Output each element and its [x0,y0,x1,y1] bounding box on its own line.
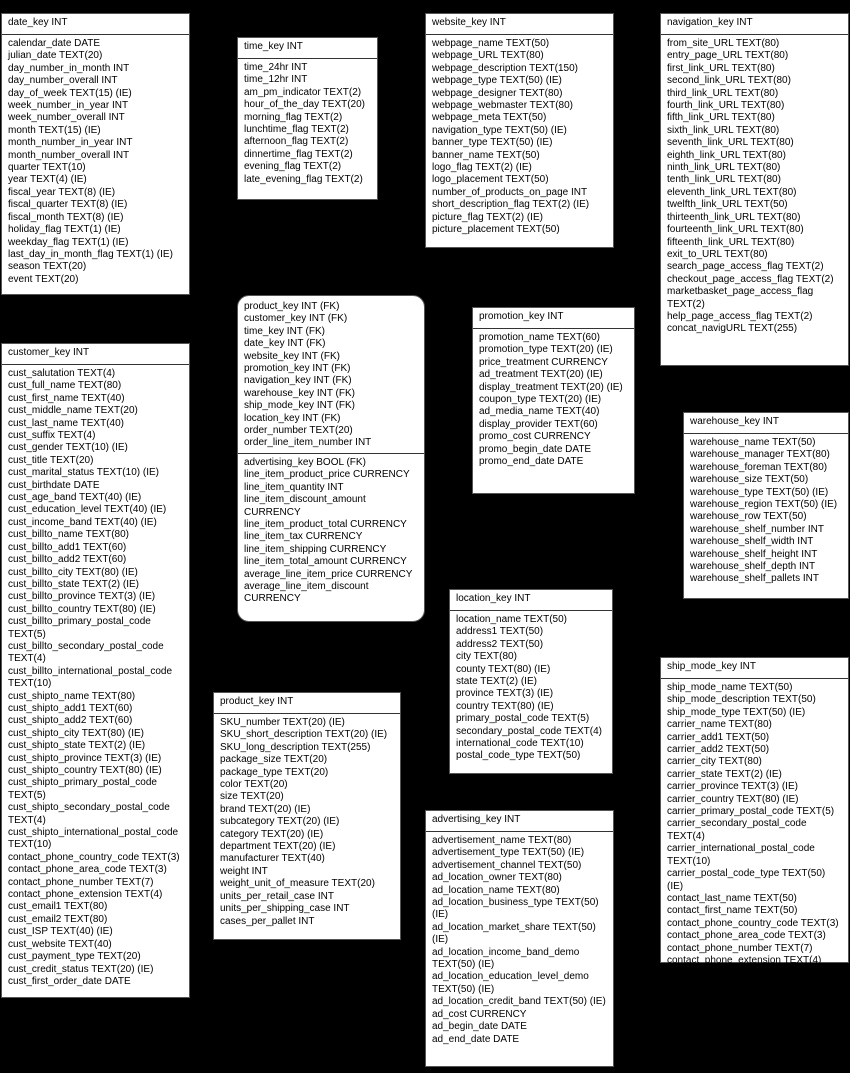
attribute-row: contact_phone_country_code TEXT(3) [8,851,180,863]
attribute-row: banner_type TEXT(50) (IE) [432,137,553,149]
attribute-row: webpage_description TEXT(150) [432,62,579,74]
attribute-row: webpage_URL TEXT(80) [432,50,544,62]
attribute-row: contact_phone_country_code TEXT(3) [667,917,839,929]
attribute-row: ad_location_business_type TEXT(50) (IE) [432,897,599,921]
attribute-row: cust_shipto_international_postal_code TEXT(10) [8,827,179,851]
attribute-row: promo_begin_date DATE [479,443,592,455]
attribute-row: last_day_in_month_flag TEXT(1) (IE) [8,248,173,260]
attribute-row: address2 TEXT(50) [456,638,544,650]
entity-primary-key: promotion_key INT [473,308,634,329]
attribute-row: ship_mode_name TEXT(50) [667,682,793,693]
entity-ship-mode[interactable] [660,657,849,966]
attribute-row: warehouse_foreman TEXT(80) [690,461,828,473]
attribute-row: ad_media_name TEXT(40) [479,406,600,418]
attribute-row: ninth_link_URL TEXT(80) [667,162,781,174]
attribute-row: carrier_add2 TEXT(50) [667,744,770,756]
entity-attributes [426,35,613,239]
entity-warehouse[interactable] [683,412,849,599]
attribute-row: promotion_name TEXT(60) [479,332,600,343]
attribute-row: tenth_link_URL TEXT(80) [667,174,781,186]
entity-attributes [661,35,848,338]
attribute-row: cust_shipto_province TEXT(3) (IE) [8,752,162,764]
attribute-row: from_site_URL TEXT(80) [667,38,780,49]
attribute-row: entry_page_URL TEXT(80) [667,50,789,62]
attribute-row: advertisement_name TEXT(80) [432,835,572,846]
attribute-row: logo_placement TEXT(50) [432,174,549,186]
attribute-row: package_type TEXT(20) [220,766,329,778]
attribute-row: cust_payment_type TEXT(20) [8,951,141,963]
attribute-row: time_key INT (FK) [244,325,325,337]
entity-primary-key: ship_mode_key INT [661,658,848,679]
attribute-row: fiscal_month TEXT(8) (IE) [8,211,124,223]
attribute-row: warehouse_row TEXT(50) [690,511,807,523]
attribute-row: contact_phone_number TEXT(7) [8,876,154,888]
attribute-row: navigation_type TEXT(50) (IE) [432,124,567,136]
attribute-row: line_item_total_amount CURRENCY [244,556,407,568]
attribute-row: cases_per_pallet INT [220,915,315,927]
attribute-row: late_evening_flag TEXT(2) [244,173,363,185]
attribute-row: cust_full_name TEXT(80) [8,380,122,392]
attribute-row: units_per_shipping_case INT [220,903,350,915]
attribute-row: logo_flag TEXT(2) (IE) [432,162,532,174]
attribute-row: cust_billto_country TEXT(80) (IE) [8,603,156,615]
attribute-row: ad_location_credit_band TEXT(50) (IE) [432,996,606,1008]
attribute-row: webpage_webmaster TEXT(80) [432,100,573,112]
attribute-row: ad_cost CURRENCY [432,1008,527,1020]
attribute-row: thirteenth_link_URL TEXT(80) [667,211,801,223]
attribute-row: twelfth_link_URL TEXT(50) [667,199,788,211]
attribute-row: ad_end_date DATE [432,1033,520,1045]
attribute-row: postal_code_type TEXT(50) [456,750,581,762]
attribute-row: am_pm_indicator TEXT(2) [244,86,362,98]
attribute-row: carrier_postal_code_type TEXT(50) (IE) [667,868,826,892]
attribute-row: cust_suffix TEXT(4) [8,430,96,442]
attribute-row: promotion_key INT (FK) [244,363,351,375]
attribute-row: contact_phone_extension TEXT(4) [8,889,163,901]
attribute-row: carrier_name TEXT(80) [667,719,772,731]
attribute-row: cust_shipto_city TEXT(80) (IE) [8,727,144,739]
attribute-row: cust_billto_name TEXT(80) [8,529,129,541]
entity-website[interactable] [425,13,614,248]
attribute-row: help_page_access_flag TEXT(2) [667,310,813,322]
attribute-row: marketbasket_page_access_flag TEXT(2) [667,286,814,310]
entity-primary-key: advertising_key INT [426,811,613,832]
attribute-row: banner_name TEXT(50) [432,149,540,161]
attribute-row: carrier_primary_postal_code TEXT(5) [667,806,835,818]
attribute-row: cust_gender TEXT(10) (IE) [8,442,128,454]
entity-product[interactable] [213,692,401,940]
attribute-row: carrier_international_postal_code TEXT(10) [667,843,815,867]
attribute-row: webpage_meta TEXT(50) [432,112,547,124]
entity-primary-key: warehouse_key INT [684,413,848,434]
attribute-row: contact_last_name TEXT(50) [667,892,797,904]
attribute-row: coupon_type TEXT(20) (IE) [479,394,602,406]
attribute-row: contact_first_name TEXT(50) [667,905,798,917]
attribute-row: webpage_type TEXT(50) (IE) [432,75,562,87]
attribute-row: fourth_link_URL TEXT(80) [667,100,785,112]
attribute-row: SKU_number TEXT(20) (IE) [220,717,345,728]
fact-attributes [238,454,424,609]
entity-location[interactable] [449,589,613,774]
attribute-row: fourteenth_link_URL TEXT(80) [667,224,804,236]
entity-navigation[interactable] [660,13,849,366]
attribute-row: line_item_discount_amount CURRENCY [244,494,366,518]
entity-primary-key: website_key INT [426,14,613,35]
attribute-row: warehouse_manager TEXT(80) [690,449,830,461]
attribute-row: line_item_shipping CURRENCY [244,543,387,555]
attribute-row: event TEXT(20) [8,273,79,285]
attribute-row: evening_flag TEXT(2) [244,161,342,173]
attribute-row: promo_end_date DATE [479,456,584,468]
attribute-row: cust_email2 TEXT(80) [8,913,108,925]
attribute-row: secondary_postal_code TEXT(4) [456,725,603,737]
entity-attributes [473,329,634,470]
attribute-row: size TEXT(20) [220,791,284,803]
attribute-row: navigation_key INT (FK) [244,375,352,387]
attribute-row: cust_billto_add2 TEXT(60) [8,554,127,566]
attribute-row: ad_begin_date DATE [432,1021,527,1033]
attribute-row: cust_billto_secondary_postal_code TEXT(4) [8,640,164,665]
attribute-row: contact_phone_number TEXT(7) [667,942,813,954]
attribute-row: product_key INT (FK) [244,301,340,312]
attribute-row: calendar_date DATE [8,38,101,49]
attribute-row: warehouse_key INT (FK) [244,387,355,399]
attribute-row: fifteenth_link_URL TEXT(80) [667,236,795,248]
entity-attributes [2,365,189,990]
attribute-row: cust_shipto_state TEXT(2) (IE) [8,740,146,752]
attribute-row: carrier_secondary_postal_code TEXT(4) [667,818,807,842]
attribute-row: julian_date TEXT(20) [8,50,103,62]
attribute-row: cust_billto_international_postal_code TEXT(10) [8,665,173,690]
attribute-row: price_treatment CURRENCY [479,356,608,368]
attribute-row: cust_income_band TEXT(40) (IE) [8,516,157,528]
attribute-row: primary_postal_code TEXT(5) [456,713,590,725]
attribute-row: promo_cost CURRENCY [479,431,591,443]
attribute-row: location_key INT (FK) [244,412,341,424]
attribute-row: holiday_flag TEXT(1) (IE) [8,224,121,236]
attribute-row: carrier_state TEXT(2) (IE) [667,768,782,780]
attribute-row: order_number TEXT(20) [244,425,353,437]
attribute-row: ad_treatment TEXT(20) (IE) [479,369,603,381]
attribute-row: cust_ISP TEXT(40) (IE) [8,926,113,938]
attribute-row: color TEXT(20) [220,779,288,791]
attribute-row: webpage_name TEXT(50) [432,38,550,49]
attribute-row: warehouse_shelf_pallets INT [690,573,819,585]
attribute-row: state TEXT(2) (IE) [456,676,537,688]
entity-time[interactable] [237,37,378,200]
attribute-row: department TEXT(20) (IE) [220,841,336,853]
attribute-row: weekday_flag TEXT(1) (IE) [8,236,129,248]
attribute-row: average_line_item_price CURRENCY [244,568,413,580]
attribute-row: eighth_link_URL TEXT(80) [667,149,786,161]
attribute-row: cust_shipto_name TEXT(80) [8,690,136,702]
attribute-row: warehouse_size TEXT(50) [690,474,809,486]
entity-customer[interactable] [1,343,190,998]
attribute-row: sixth_link_URL TEXT(80) [667,124,780,136]
attribute-row: afternoon_flag TEXT(2) [244,136,349,148]
attribute-row: first_link_URL TEXT(80) [667,62,775,74]
entity-attributes [2,35,189,288]
attribute-row: cust_billto_city TEXT(80) (IE) [8,566,138,578]
attribute-row: cust_marital_status TEXT(10) (IE) [8,467,159,479]
attribute-row: day_of_week TEXT(15) (IE) [8,87,132,99]
attribute-row: second_link_URL TEXT(80) [667,75,791,87]
attribute-row: cust_billto_add1 TEXT(60) [8,541,127,553]
attribute-row: cust_last_name TEXT(40) [8,417,124,429]
attribute-row: lunchtime_flag TEXT(2) [244,124,349,136]
attribute-row: ship_mode_description TEXT(50) [667,694,816,706]
attribute-row: city TEXT(80) [456,651,517,663]
attribute-row: cust_birthdate DATE [8,479,100,491]
entity-promotion[interactable] [472,307,635,494]
attribute-row: display_provider TEXT(60) [479,418,598,430]
entity-primary-key: date_key INT [2,14,189,35]
attribute-row: season TEXT(20) [8,261,87,273]
attribute-row: province TEXT(3) (IE) [456,688,554,700]
attribute-row: ad_location_market_share TEXT(50) (IE) [432,921,596,946]
entity-attributes [450,611,612,765]
attribute-row: month_number_in_year INT [8,137,133,149]
attribute-row: ad_location_education_level_demo TEXT(50) (IE) [432,971,589,995]
attribute-row: ad_location_income_band_demo TEXT(50) (IE) [432,946,580,971]
attribute-row: third_link_URL TEXT(80) [667,87,779,99]
attribute-row: search_page_access_flag TEXT(2) [667,261,824,273]
entity-primary-key: product_key INT [214,693,400,714]
attribute-row: eleventh_link_URL TEXT(80) [667,186,797,198]
attribute-row: cust_shipto_primary_postal_code TEXT(5) [8,777,157,801]
attribute-row: month_number_overall INT [8,149,130,161]
entity-date[interactable] [1,13,190,295]
attribute-row: promotion_type TEXT(20) (IE) [479,344,613,356]
attribute-row: SKU_short_description TEXT(20) (IE) [220,729,388,741]
entity-advertising[interactable] [425,810,614,1067]
attribute-row: display_treatment TEXT(20) (IE) [479,381,623,393]
attribute-row: week_number_overall INT [8,112,125,124]
attribute-row: year TEXT(4) (IE) [8,174,87,186]
attribute-row: average_line_item_discount CURRENCY [244,580,369,605]
attribute-row: cust_age_band TEXT(40) (IE) [8,492,142,504]
entity-attributes [238,59,377,188]
attribute-row: weight INT [220,865,268,877]
attribute-row: website_key INT (FK) [244,350,340,362]
attribute-row: county TEXT(80) (IE) [456,663,551,675]
attribute-row: hour_of_the_day TEXT(20) [244,99,366,111]
entity-attributes [214,714,400,930]
attribute-row: cust_shipto_country TEXT(80) (IE) [8,765,162,776]
attribute-row: advertising_key BOOL (FK) [244,456,366,468]
attribute-row: morning_flag TEXT(2) [244,111,343,123]
fact-table-sales[interactable] [237,295,425,622]
attribute-row: seventh_link_URL TEXT(80) [667,137,794,149]
attribute-row: warehouse_region TEXT(50) (IE) [690,499,838,511]
attribute-row: cust_title TEXT(20) [8,454,94,466]
attribute-row: cust_billto_primary_postal_code TEXT(5) [8,616,151,640]
attribute-row: carrier_country TEXT(80) (IE) [667,793,799,805]
attribute-row: fiscal_year TEXT(8) (IE) [8,186,116,198]
attribute-row: date_key INT (FK) [244,338,326,350]
attribute-row: cust_first_order_date DATE [8,975,131,987]
attribute-row: warehouse_name TEXT(50) [690,437,816,448]
attribute-row: picture_placement TEXT(50) [432,224,560,236]
attribute-row: country TEXT(80) (IE) [456,700,554,712]
attribute-row: concat_navigURL TEXT(255) [667,323,798,335]
attribute-row: SKU_long_description TEXT(255) [220,741,371,753]
attribute-row: cust_email1 TEXT(80) [8,901,108,913]
entity-attributes [684,434,848,588]
attribute-row: quarter TEXT(10) [8,162,86,174]
attribute-row: carrier_province TEXT(3) (IE) [667,781,798,793]
attribute-row: customer_key INT (FK) [244,313,348,325]
attribute-row: address1 TEXT(50) [456,626,544,638]
attribute-row: time_12hr INT [244,74,308,86]
attribute-row: carrier_city TEXT(80) [667,756,762,768]
attribute-row: cust_education_level TEXT(40) (IE) [8,504,167,516]
attribute-row: checkout_page_access_flag TEXT(2) [667,273,834,285]
attribute-row: advertisement_channel TEXT(50) [432,859,582,871]
attribute-row: warehouse_shelf_number INT [690,523,824,535]
attribute-row: number_of_products_on_page INT [432,186,588,198]
attribute-row: line_item_tax CURRENCY [244,531,363,543]
attribute-row: cust_shipto_add2 TEXT(60) [8,715,133,727]
attribute-row: international_code TEXT(10) [456,738,584,750]
attribute-row: cust_shipto_add1 TEXT(60) [8,702,133,714]
attribute-row: ad_location_name TEXT(80) [432,884,560,896]
attribute-row: line_item_product_total CURRENCY [244,518,407,530]
attribute-row: weight_unit_of_measure TEXT(20) [220,878,375,890]
attribute-row: day_number_overall INT [8,75,118,87]
attribute-row: day_number_in_month INT [8,62,130,74]
attribute-row: contact_phone_area_code TEXT(3) [8,864,167,876]
attribute-row: exit_to_URL TEXT(80) [667,248,768,260]
attribute-row: time_24hr INT [244,62,308,73]
attribute-row: order_line_item_number INT [244,437,372,449]
attribute-row: warehouse_shelf_height INT [690,548,818,560]
attribute-row: line_item_product_price CURRENCY [244,469,410,481]
attribute-row: ship_mode_type TEXT(50) (IE) [667,706,806,718]
attribute-row: package_size TEXT(20) [220,754,328,766]
entity-primary-key: navigation_key INT [661,14,848,35]
attribute-row: subcategory TEXT(20) (IE) [220,816,340,828]
entity-primary-key: location_key INT [450,590,612,611]
attribute-row: brand TEXT(20) (IE) [220,803,311,815]
attribute-row: cust_credit_status TEXT(20) (IE) [8,963,154,975]
entity-attributes [426,832,613,1048]
attribute-row: ad_location_owner TEXT(80) [432,872,562,884]
attribute-row: cust_shipto_secondary_postal_code TEXT(4) [8,802,170,826]
attribute-row: location_name TEXT(50) [456,614,567,625]
attribute-row: warehouse_shelf_width INT [690,536,814,548]
entity-primary-key: customer_key INT [2,344,189,365]
attribute-row: manufacturer TEXT(40) [220,853,325,865]
attribute-row: line_item_quantity INT [244,481,344,493]
entity-primary-key: time_key INT [238,38,377,59]
attribute-row: cust_billto_province TEXT(3) (IE) [8,591,156,603]
attribute-row: week_number_in_year INT [8,100,129,112]
attribute-row: cust_salutation TEXT(4) [8,368,116,379]
attribute-row: units_per_retail_case INT [220,890,334,902]
attribute-row: carrier_add1 TEXT(50) [667,731,770,743]
attribute-row: category TEXT(20) (IE) [220,828,324,840]
attribute-row: cust_website TEXT(40) [8,938,112,950]
attribute-row: picture_flag TEXT(2) (IE) [432,211,543,223]
attribute-row: ship_mode_key INT (FK) [244,400,355,412]
attribute-row: contact_phone_extension TEXT(4) [667,954,822,966]
attribute-row: cust_first_name TEXT(40) [8,392,125,404]
attribute-row: dinnertime_flag TEXT(2) [244,148,353,160]
attribute-row: warehouse_type TEXT(50) (IE) [690,486,829,498]
attribute-row: warehouse_shelf_depth INT [690,561,816,573]
attribute-row: fiscal_quarter TEXT(8) (IE) [8,199,128,211]
attribute-row: advertisement_type TEXT(50) (IE) [432,847,585,859]
attribute-row: contact_phone_area_code TEXT(3) [667,930,826,942]
attribute-row: fifth_link_URL TEXT(80) [667,112,775,124]
attribute-row: webpage_designer TEXT(80) [432,87,563,99]
attribute-row: month TEXT(15) (IE) [8,124,101,136]
entity-attributes [661,679,848,969]
fact-keys [238,296,424,454]
attribute-row: cust_middle_name TEXT(20) [8,405,138,417]
attribute-row: cust_billto_state TEXT(2) (IE) [8,578,139,590]
attribute-row: short_description_flag TEXT(2) (IE) [432,199,590,211]
